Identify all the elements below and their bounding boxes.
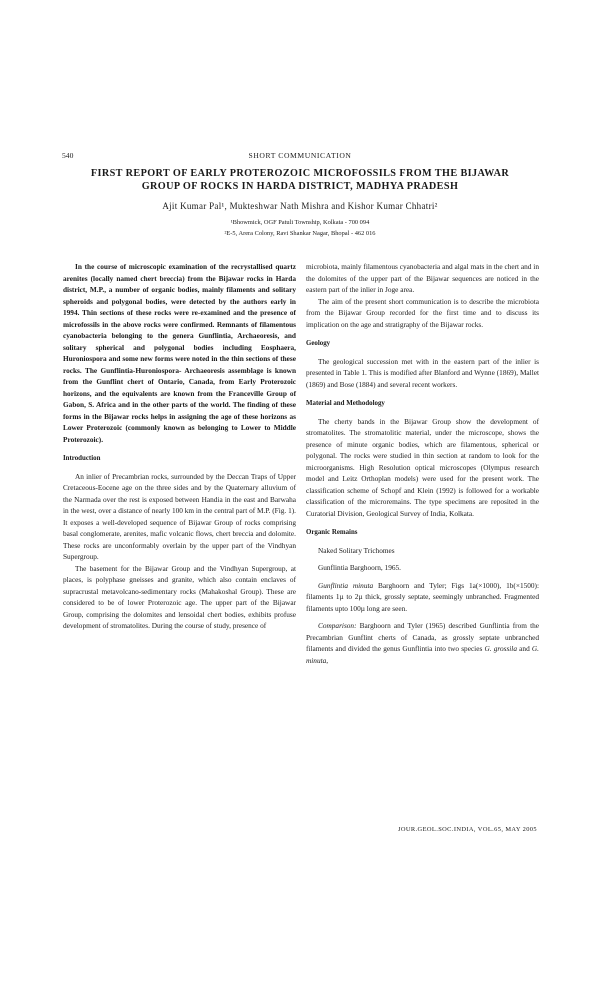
organic-remains-heading: Organic Remains xyxy=(306,529,358,536)
comparison-species-1: G. grossila xyxy=(484,644,517,653)
material-heading: Material and Methodology xyxy=(306,400,385,407)
journal-footer: JOUR.GEOL.SOC.INDIA, VOL.65, MAY 2005 xyxy=(397,826,537,833)
affiliation-1: ¹Bhowmick, OGF Patuli Township, Kolkata - 700 094 xyxy=(230,219,370,226)
affiliation-2: ²E-5, Arera Colony, Ravi Shankar Nagar, Bhopal - 462 016 xyxy=(224,230,376,237)
geology-heading: Geology xyxy=(306,340,331,347)
aim-paragraph: The aim of the present short communication is to describe the microbiota from the Bijawar Group recorded for the first time and to discuss its implication on the age and stratigraphy of the Bijawar rocks. xyxy=(306,296,539,329)
species-description xyxy=(306,580,539,615)
species-name: Gunflintia minuta xyxy=(318,580,374,590)
author-list: Ajit Kumar Pal¹, Mukteshwar Nath Mishra and Kishor Kumar Chhatri² xyxy=(162,201,438,211)
left-column xyxy=(63,261,296,632)
title-line-2: GROUP OF ROCKS IN HARDA DISTRICT, MADHYA PRADESH xyxy=(141,181,459,192)
page-number: 540 xyxy=(62,151,74,160)
running-head: SHORT COMMUNICATION xyxy=(248,151,352,160)
right-column xyxy=(306,261,539,666)
comparison-species-2: G. minuta xyxy=(306,644,539,665)
continued-paragraph: microbiota, mainly filamentous cyanobacteria and algal mats in the chert and in the dolomites of the upper part of the Bijawar sequences are noticed in the eastern part of the inlier in Joge area. xyxy=(306,262,539,294)
species-text: Barghoorn and Tyler; Figs 1a(×1000), 1b(×1500): filaments 1µ to 2µ thick, grossly septate, seemingly unbranched. Fragmented filaments upto 100µ long are seen. xyxy=(306,580,539,613)
introduction-heading: Introduction xyxy=(63,455,101,462)
comparison-and: and xyxy=(517,644,532,653)
genus-label: Gunflintia Barghoorn, 1965. xyxy=(318,563,401,572)
title-line-1: FIRST REPORT OF EARLY PROTEROZOIC MICROFOSSILS FROM THE BIJAWAR xyxy=(90,168,510,179)
abstract: In the course of microscopic examination of the recrystallised quartz arenites (locally named chert breccia) from the Bijawar rocks in Harda district, M.P., a number of organic bodies, mainly filaments and solitary spheroids and polygonal bodies, were detected by the authors early in 1994. Thin sections of these rocks were re-examined and the presence of microfossils in the above rocks were confirmed. Remnants of filamentous cyanobacteria belonging to the genera Gunflintia, Archaeoresis, and solitary spherical and polygonal bodies including Eosphaera, Huroniospora and some new forms were noted in the thin sections of these rocks. The Gunflintia-Huroniospora- Archaeoresis assemblage is known from the Gunflint chert of Ontario, Canada, from Early Proterozoic horizons, and the equivalents are known from the Franceville Group of Gabon, S. Africa and in the other parts of the world. The finding of these forms in the Bijawar rocks helps in assigning the age of these horizons as Lower Proterozoic (commonly known as belonging to Lower to Middle Proterozoic). xyxy=(63,262,296,444)
comparison-text: Barghoorn and Tyler (1965) described Gunflintia from the Precambrian Gunflint cherts of Canada, as grossly septate unbranched filaments and divided the genus Gunflintia into two species xyxy=(306,621,539,653)
comparison-label: Comparison: xyxy=(318,621,357,630)
comparison-end: , xyxy=(326,655,329,665)
material-paragraph: The cherty bands in the Bijawar Group show the development of stromatolites. The stromatolitic material, under the microscope, shows the presence of minute organic bodies, which are filamentous, spherical or polygonal. The rocks were studied in thin section at random to look for the microorganisms. High Resolution optical microscopes (Olympus research model and Leitz Orthoplan models) were used for the present work. The classification scheme of Schopf and Klein (1992) is followed for a workable classification of the microremains. The type specimens are reposited in the Curatorial Division, Geological Survey of India, Kolkata. xyxy=(306,416,539,518)
comparison-paragraph xyxy=(306,620,539,666)
introduction-paragraph-2: The basement for the Bijawar Group and the Vindhyan Supergroup, at places, is polyphase gneisses and granite, which also contain enclaves of supracrustal metavolcano-sedimentary rocks (Mahakoshal Group). These are considered to be of lower Proterozoic age. The upper part of the Bijawar Group, comprising the dolomites and lensoidal chert bodies, exhibits profuse development of stromatolites. During the course of study, presence of xyxy=(63,563,296,630)
naked-trichomes-label: Naked Solitary Trichomes xyxy=(318,545,395,555)
geology-paragraph: The geological succession met with in the eastern part of the inlier is presented in Table 1. This is modified after Blanford and Wynne (1869), Mallet (1869) and Bose (1884) and several recent workers. xyxy=(306,356,539,389)
article-title xyxy=(70,167,530,193)
introduction-paragraph-1: An inlier of Precambrian rocks, surrounded by the Deccan Traps of Upper Cretaceous-Eocene age on the three sides and by the Quaternary alluvium of the Narmada over the rest is exposed between Handia in the east and Barwaha in the west, over a distance of nearly 100 km in the central part of M.P. (Fig. 1). It exposes a well-developed sequence of Bijawar Group of rocks comprising basal conglomerate, arenites, mafic volcanic flows, chert breccia and dolomite. These rocks are unconformably overlain by the upper part of the Vindhyan Supergroup. xyxy=(63,471,296,561)
